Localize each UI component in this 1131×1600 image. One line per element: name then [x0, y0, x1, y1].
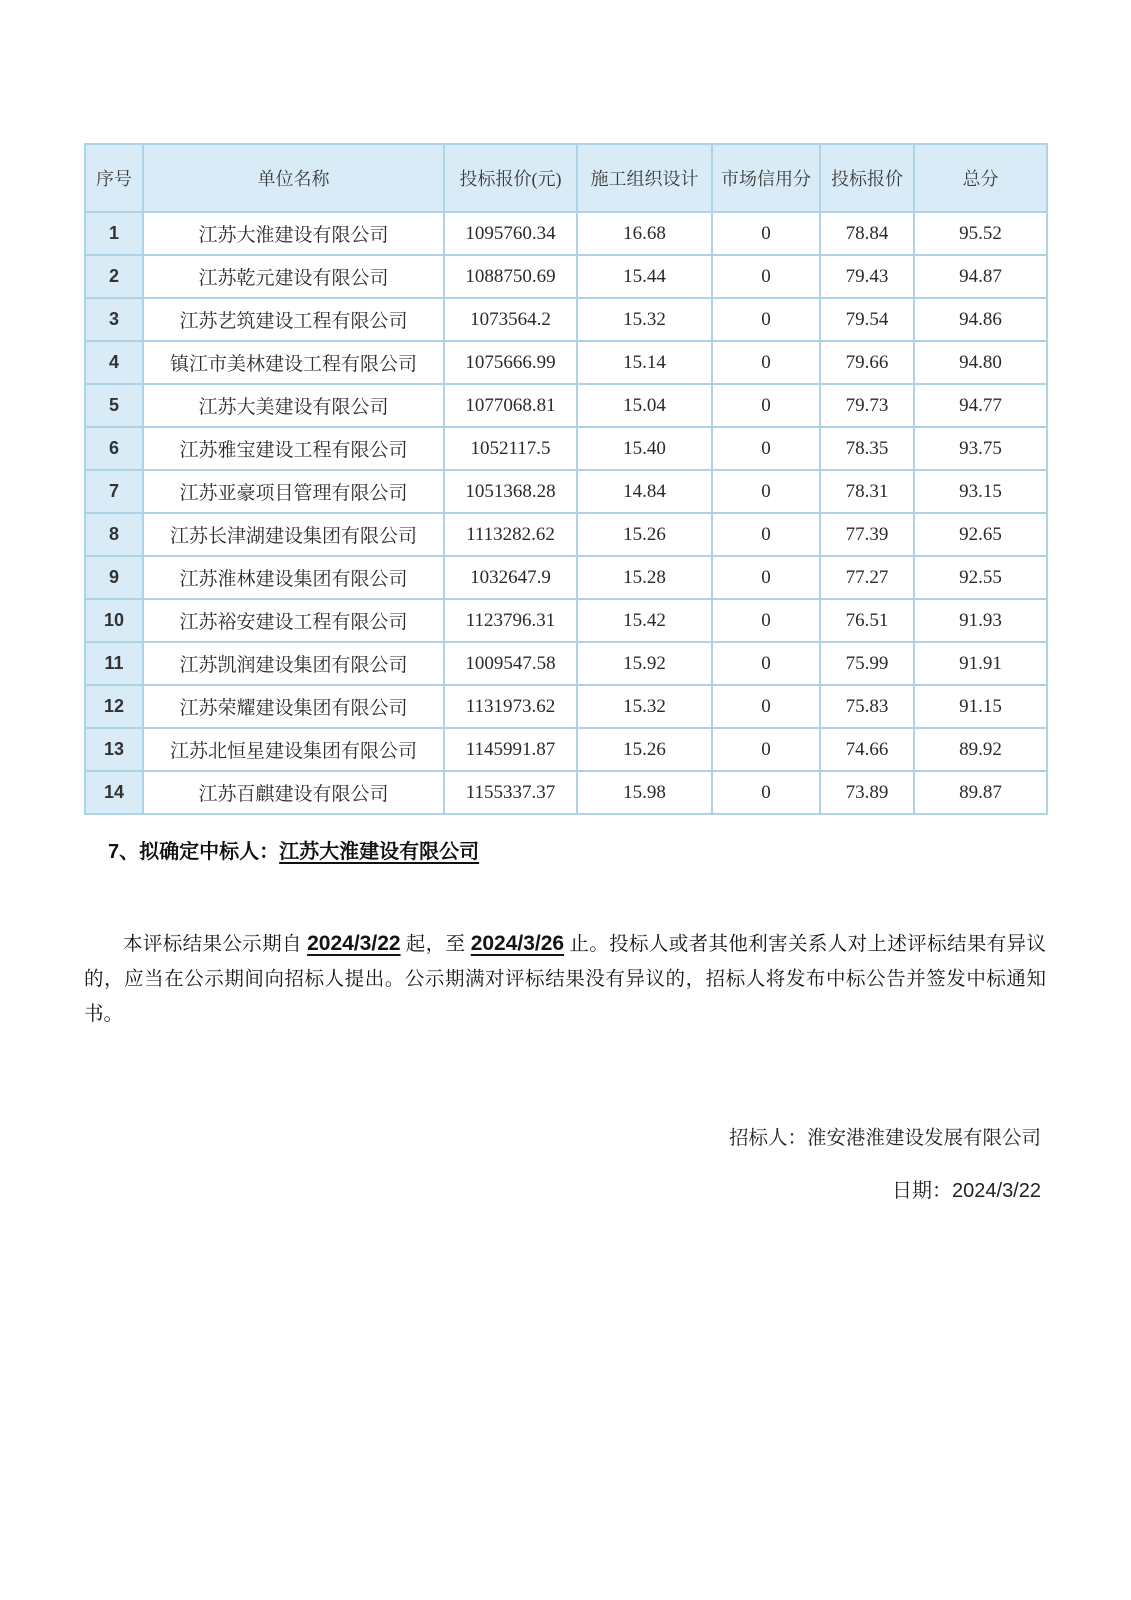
table-cell: 75.99: [820, 642, 914, 685]
table-cell: 江苏北恒星建设集团有限公司: [143, 728, 444, 771]
notice-text-2: 起，至: [400, 934, 471, 955]
table-cell: 79.66: [820, 341, 914, 384]
table-cell: 16.68: [577, 212, 712, 255]
table-cell: 江苏凯润建设集团有限公司: [143, 642, 444, 685]
row-index-cell: 9: [85, 556, 143, 599]
table-cell: 15.28: [577, 556, 712, 599]
publicity-start-date: 2024/3/22: [307, 932, 401, 955]
table-row: [85, 255, 1047, 298]
notice-text-1: 本评标结果公示期自: [123, 934, 308, 955]
winner-name: 江苏大淮建设有限公司: [279, 841, 480, 863]
table-cell: 15.98: [577, 771, 712, 814]
table-cell: 0: [712, 341, 820, 384]
table-row: [85, 212, 1047, 255]
table-cell: 1145991.87: [444, 728, 577, 771]
row-index-cell: 8: [85, 513, 143, 556]
table-cell: 江苏百麒建设有限公司: [143, 771, 444, 814]
table-cell: 0: [712, 255, 820, 298]
table-cell: 0: [712, 470, 820, 513]
table-cell: 89.87: [914, 771, 1047, 814]
table-cell: 73.89: [820, 771, 914, 814]
table-cell: 江苏雅宝建设工程有限公司: [143, 427, 444, 470]
table-row: [85, 771, 1047, 814]
column-header: 投标报价(元): [444, 144, 577, 212]
table-cell: 江苏长津湖建设集团有限公司: [143, 513, 444, 556]
table-cell: 15.14: [577, 341, 712, 384]
row-index-cell: 13: [85, 728, 143, 771]
table-row: [85, 599, 1047, 642]
table-cell: 15.26: [577, 513, 712, 556]
publicity-end-date: 2024/3/26: [470, 932, 565, 955]
table-row: [85, 642, 1047, 685]
row-index-cell: 14: [85, 771, 143, 814]
table-cell: 0: [712, 513, 820, 556]
notice-text-3: 止。投标人或者其他利害关系人对上述评标结果有异议的，应当在公示期间向招标人提出。公示期满对评标结果没有异议的，招标人将发布中标公告并签发中标通知书。: [84, 934, 1046, 1025]
table-cell: 0: [712, 642, 820, 685]
table-row: [85, 685, 1047, 728]
table-cell: 91.93: [914, 599, 1047, 642]
table-cell: 79.43: [820, 255, 914, 298]
table-cell: 77.27: [820, 556, 914, 599]
table-cell: 0: [712, 212, 820, 255]
table-cell: 93.15: [914, 470, 1047, 513]
column-header: 市场信用分: [712, 144, 820, 212]
table-cell: 15.42: [577, 599, 712, 642]
winner-declaration: [108, 835, 1131, 864]
table-cell: 92.65: [914, 513, 1047, 556]
table-cell: 1123796.31: [444, 599, 577, 642]
table-cell: 1009547.58: [444, 642, 577, 685]
table-cell: 镇江市美林建设工程有限公司: [143, 341, 444, 384]
table-cell: 0: [712, 728, 820, 771]
table-cell: 0: [712, 298, 820, 341]
table-cell: 93.75: [914, 427, 1047, 470]
table-cell: 0: [712, 685, 820, 728]
table-cell: 14.84: [577, 470, 712, 513]
signature-block: [729, 1122, 1041, 1203]
table-cell: 1095760.34: [444, 212, 577, 255]
table-cell: 74.66: [820, 728, 914, 771]
table-cell: 0: [712, 384, 820, 427]
tenderer-line: 招标人：淮安港淮建设发展有限公司: [728, 1128, 1041, 1149]
winner-label: 7、拟确定中标人：: [108, 841, 280, 863]
table-body: [85, 212, 1047, 814]
table-cell: 78.35: [820, 427, 914, 470]
table-cell: 1073564.2: [444, 298, 577, 341]
table-cell: 1131973.62: [444, 685, 577, 728]
table-row: [85, 427, 1047, 470]
table-row: [85, 470, 1047, 513]
table-row: [85, 728, 1047, 771]
publicity-notice-paragraph: [84, 926, 1046, 1032]
table-header-row: [85, 144, 1047, 212]
table-cell: 江苏荣耀建设集团有限公司: [143, 685, 444, 728]
table-row: [85, 384, 1047, 427]
table-cell: 94.86: [914, 298, 1047, 341]
table-cell: 0: [712, 556, 820, 599]
table-cell: 78.84: [820, 212, 914, 255]
table-cell: 77.39: [820, 513, 914, 556]
table-cell: 15.26: [577, 728, 712, 771]
table-cell: 0: [712, 599, 820, 642]
table-cell: 1051368.28: [444, 470, 577, 513]
table-cell: 1075666.99: [444, 341, 577, 384]
table-cell: 江苏裕安建设工程有限公司: [143, 599, 444, 642]
column-header: 施工组织设计: [577, 144, 712, 212]
table-cell: 95.52: [914, 212, 1047, 255]
row-index-cell: 4: [85, 341, 143, 384]
row-index-cell: 6: [85, 427, 143, 470]
row-index-cell: 5: [85, 384, 143, 427]
table-cell: 1032647.9: [444, 556, 577, 599]
table-cell: 94.80: [914, 341, 1047, 384]
table-cell: 江苏淮林建设集团有限公司: [143, 556, 444, 599]
table-cell: 江苏艺筑建设工程有限公司: [143, 298, 444, 341]
table-cell: 78.31: [820, 470, 914, 513]
table-cell: 79.73: [820, 384, 914, 427]
table-cell: 76.51: [820, 599, 914, 642]
table-row: [85, 341, 1047, 384]
table-cell: 1155337.37: [444, 771, 577, 814]
row-index-cell: 10: [85, 599, 143, 642]
row-index-cell: 11: [85, 642, 143, 685]
table-cell: 15.04: [577, 384, 712, 427]
table-row: [85, 556, 1047, 599]
table-cell: 92.55: [914, 556, 1047, 599]
column-header: 投标报价: [820, 144, 914, 212]
table-cell: 1113282.62: [444, 513, 577, 556]
column-header: 单位名称: [143, 144, 444, 212]
table-cell: 0: [712, 771, 820, 814]
table-cell: 91.15: [914, 685, 1047, 728]
row-index-cell: 12: [85, 685, 143, 728]
table-cell: 江苏亚豪项目管理有限公司: [143, 470, 444, 513]
table-cell: 15.32: [577, 685, 712, 728]
table-cell: 0: [712, 427, 820, 470]
row-index-cell: 3: [85, 298, 143, 341]
table-cell: 15.40: [577, 427, 712, 470]
table-cell: 91.91: [914, 642, 1047, 685]
table-row: [85, 513, 1047, 556]
table-cell: 94.77: [914, 384, 1047, 427]
table-cell: 15.44: [577, 255, 712, 298]
table-cell: 江苏大美建设有限公司: [143, 384, 444, 427]
row-index-cell: 2: [85, 255, 143, 298]
column-header: 总分: [914, 144, 1047, 212]
table-cell: 94.87: [914, 255, 1047, 298]
table-cell: 1052117.5: [444, 427, 577, 470]
table-cell: 1077068.81: [444, 384, 577, 427]
table-cell: 89.92: [914, 728, 1047, 771]
table-cell: 江苏乾元建设有限公司: [143, 255, 444, 298]
row-index-cell: 1: [85, 212, 143, 255]
table-cell: 15.32: [577, 298, 712, 341]
table-cell: 1088750.69: [444, 255, 577, 298]
table-cell: 15.92: [577, 642, 712, 685]
bid-evaluation-table: [84, 143, 1048, 815]
signature-date-line: 日期：2024/3/22: [892, 1180, 1041, 1202]
row-index-cell: 7: [85, 470, 143, 513]
table-cell: 江苏大淮建设有限公司: [143, 212, 444, 255]
table-cell: 79.54: [820, 298, 914, 341]
table-row: [85, 298, 1047, 341]
column-header: 序号: [85, 144, 143, 212]
table-cell: 75.83: [820, 685, 914, 728]
